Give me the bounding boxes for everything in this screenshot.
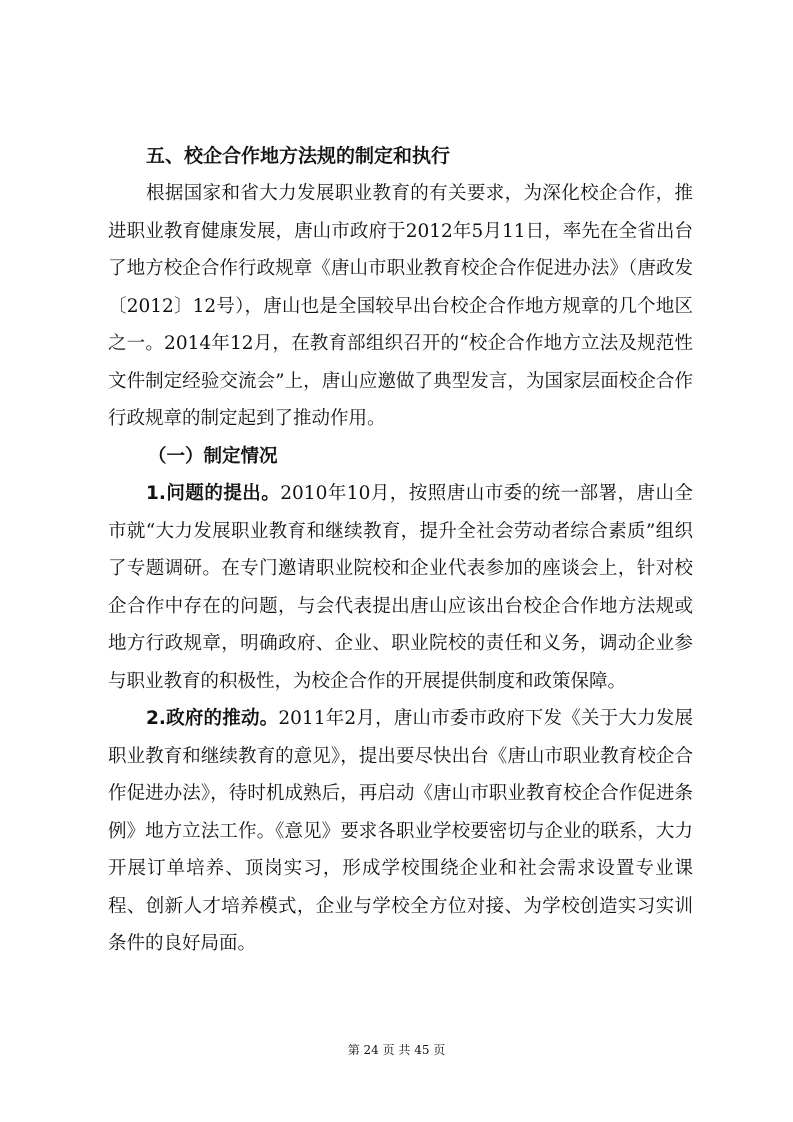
section-title: 五、校企合作地方法规的制定和执行 [146, 145, 451, 167]
item-text-1: 2010年10月，按照唐山市委的统一部署，唐山全市就“大力发展职业教育和继续教育，提升全社会劳动者综合素质”组织了专题调研。在专门邀请职业院校和企业代表参加的座谈会上，针对校企合作中存在的问题，与会代表提出唐山应该出台校企合作地方法规或地方行政规章，明确政府、企业、职业院校的责任和义务，调动企业参与职业教育的积极性，为校企合作的开展提供制度和政策保障。 [108, 483, 694, 692]
page-content [108, 138, 693, 963]
item-paragraph-1 [108, 475, 693, 700]
item-paragraph-2 [108, 700, 693, 963]
page-number-footer: 第 24 页 共 45 页 [347, 1043, 446, 1057]
subsection-title: （一）制定情况 [148, 445, 278, 467]
item-lead-2: 2.政府的推动。 [146, 708, 279, 729]
item-text-2: 2011年2月，唐山市委市政府下发《关于大力发展职业教育和继续教育的意见》，提出要尽快出台《唐山市职业教育校企合作促进办法》，待时机成熟后，再启动《唐山市职业教育校企合作促进条例》地方立法工作。《意见》要求各职业学校要密切与企业的联系，大力开展订单培养、顶岗实习，形成学校围绕企业和社会需求设置专业课程、创新人才培养模式，企业与学校全方位对接、为学校创造实习实训条件的良好局面。 [108, 708, 693, 954]
intro-paragraph: 根据国家和省大力发展职业教育的有关要求，为深化校企合作，推进职业教育健康发展，唐山市政府于2012年5月11日，率先在全省出台了地方校企合作行政规章《唐山市职业教育校企合作促进办法》（唐政发〔2012〕12号），唐山也是全国较早出台校企合作地方规章的几个地区之一。2014年12月，在教育部组织召开的“校企合作地方立法及规范性文件制定经验交流会”上，唐山应邀做了典型发言，为国家层面校企合作行政规章的制定起到了推动作用。 [108, 183, 693, 429]
item-lead-1: 1.问题的提出。 [146, 483, 281, 504]
